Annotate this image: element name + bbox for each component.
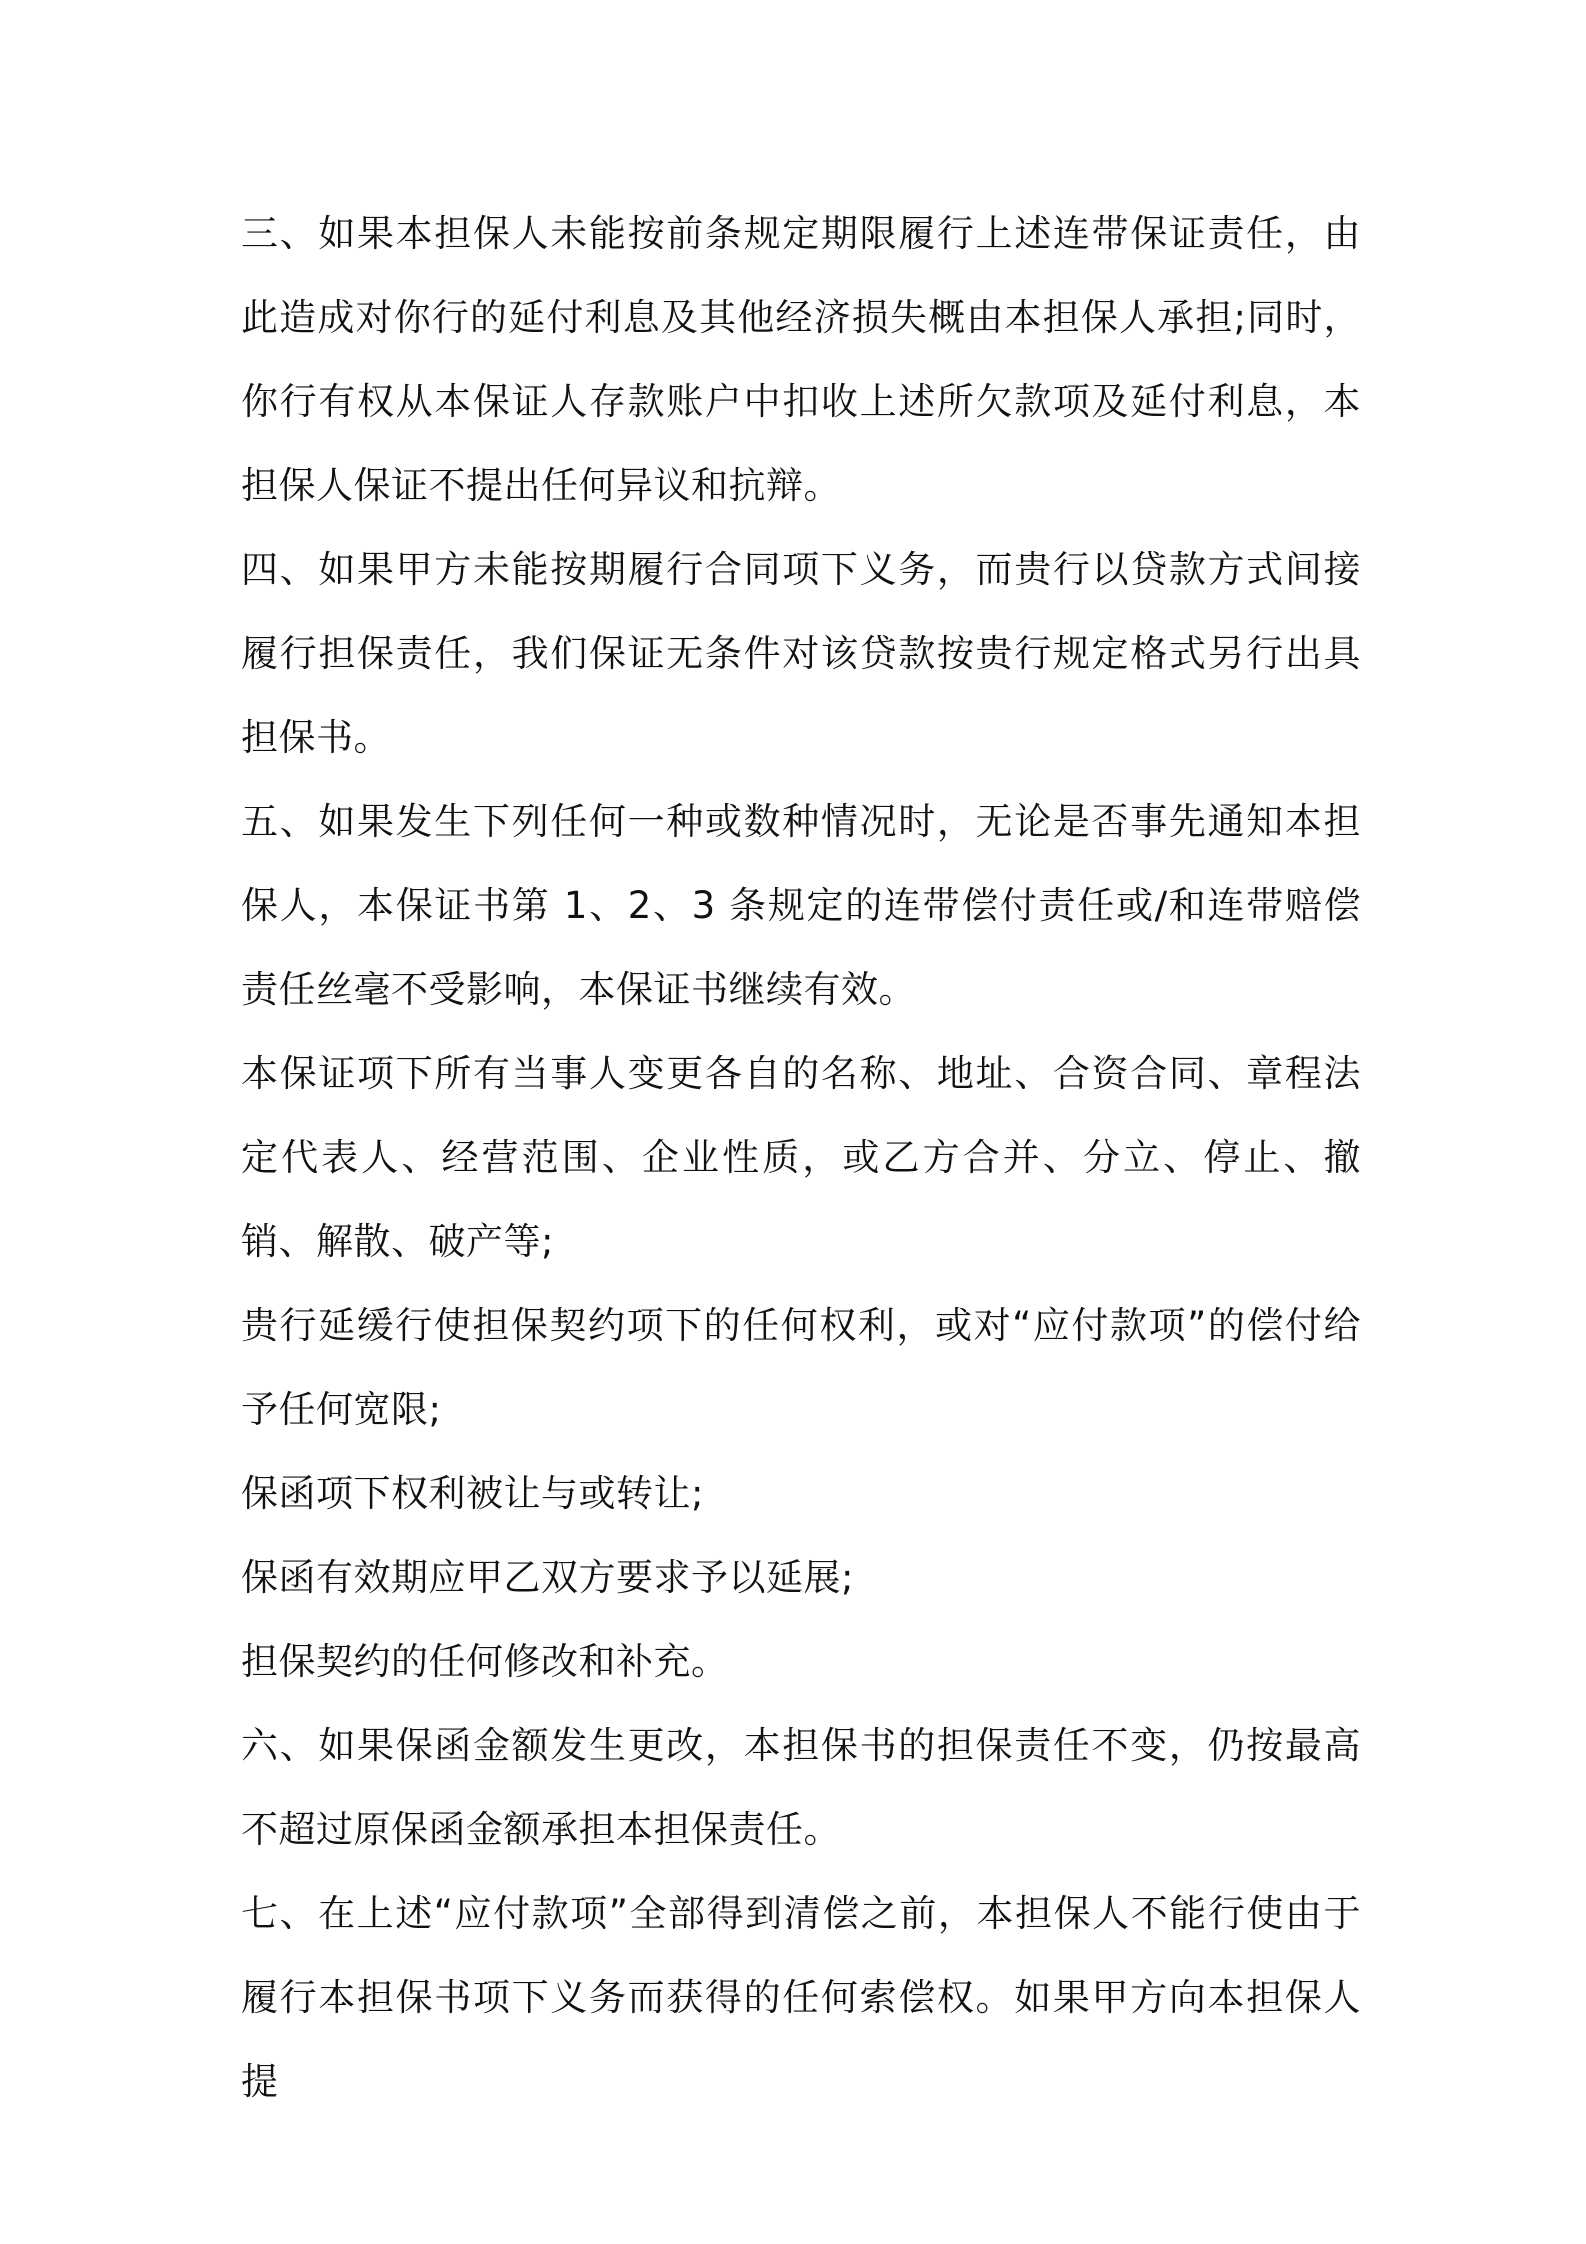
paragraph-clause-3: 三、如果本担保人未能按前条规定期限履行上述连带保证责任，由此造成对你行的延付利息及其他经济损失概由本担保人承担;同时，你行有权从本保证人存款账户中扣收上述所欠款项及延付利息，本担保人保证不提出任何异议和抗辩。 bbox=[241, 212, 1361, 507]
paragraph-clause-5-item-3: 保函项下权利被让与或转让; bbox=[241, 1472, 704, 1515]
paragraph-clause-4: 四、如果甲方未能按期履行合同项下义务，而贵行以贷款方式间接履行担保责任，我们保证无条件对该贷款按贵行规定格式另行出具担保书。 bbox=[241, 548, 1361, 759]
paragraph-clause-5-item-2: 贵行延缓行使担保契约项下的任何权利，或对“应付款项”的偿付给予任何宽限; bbox=[241, 1304, 1361, 1431]
paragraph-clause-7: 七、在上述“应付款项”全部得到清偿之前，本担保人不能行使由于履行本担保书项下义务而获得的任何索偿权。如果甲方向本担保人提 bbox=[241, 1892, 1361, 2103]
paragraph-clause-5: 五、如果发生下列任何一种或数种情况时，无论是否事先通知本担保人，本保证书第 1、2、3 条规定的连带偿付责任或/和连带赔偿责任丝毫不受影响，本保证书继续有效。 bbox=[241, 800, 1361, 1011]
paragraph-clause-5-item-5: 担保契约的任何修改和补充。 bbox=[241, 1640, 729, 1683]
paragraph-clause-5-item-1: 本保证项下所有当事人变更各自的名称、地址、合资合同、章程法定代表人、经营范围、企业性质，或乙方合并、分立、停止、撤销、解散、破产等; bbox=[241, 1052, 1361, 1263]
document-body bbox=[241, 192, 1361, 2124]
paragraph-clause-5-item-4: 保函有效期应甲乙双方要求予以延展; bbox=[241, 1556, 854, 1599]
paragraph-clause-6: 六、如果保函金额发生更改，本担保书的担保责任不变，仍按最高不超过原保函金额承担本担保责任。 bbox=[241, 1724, 1361, 1851]
